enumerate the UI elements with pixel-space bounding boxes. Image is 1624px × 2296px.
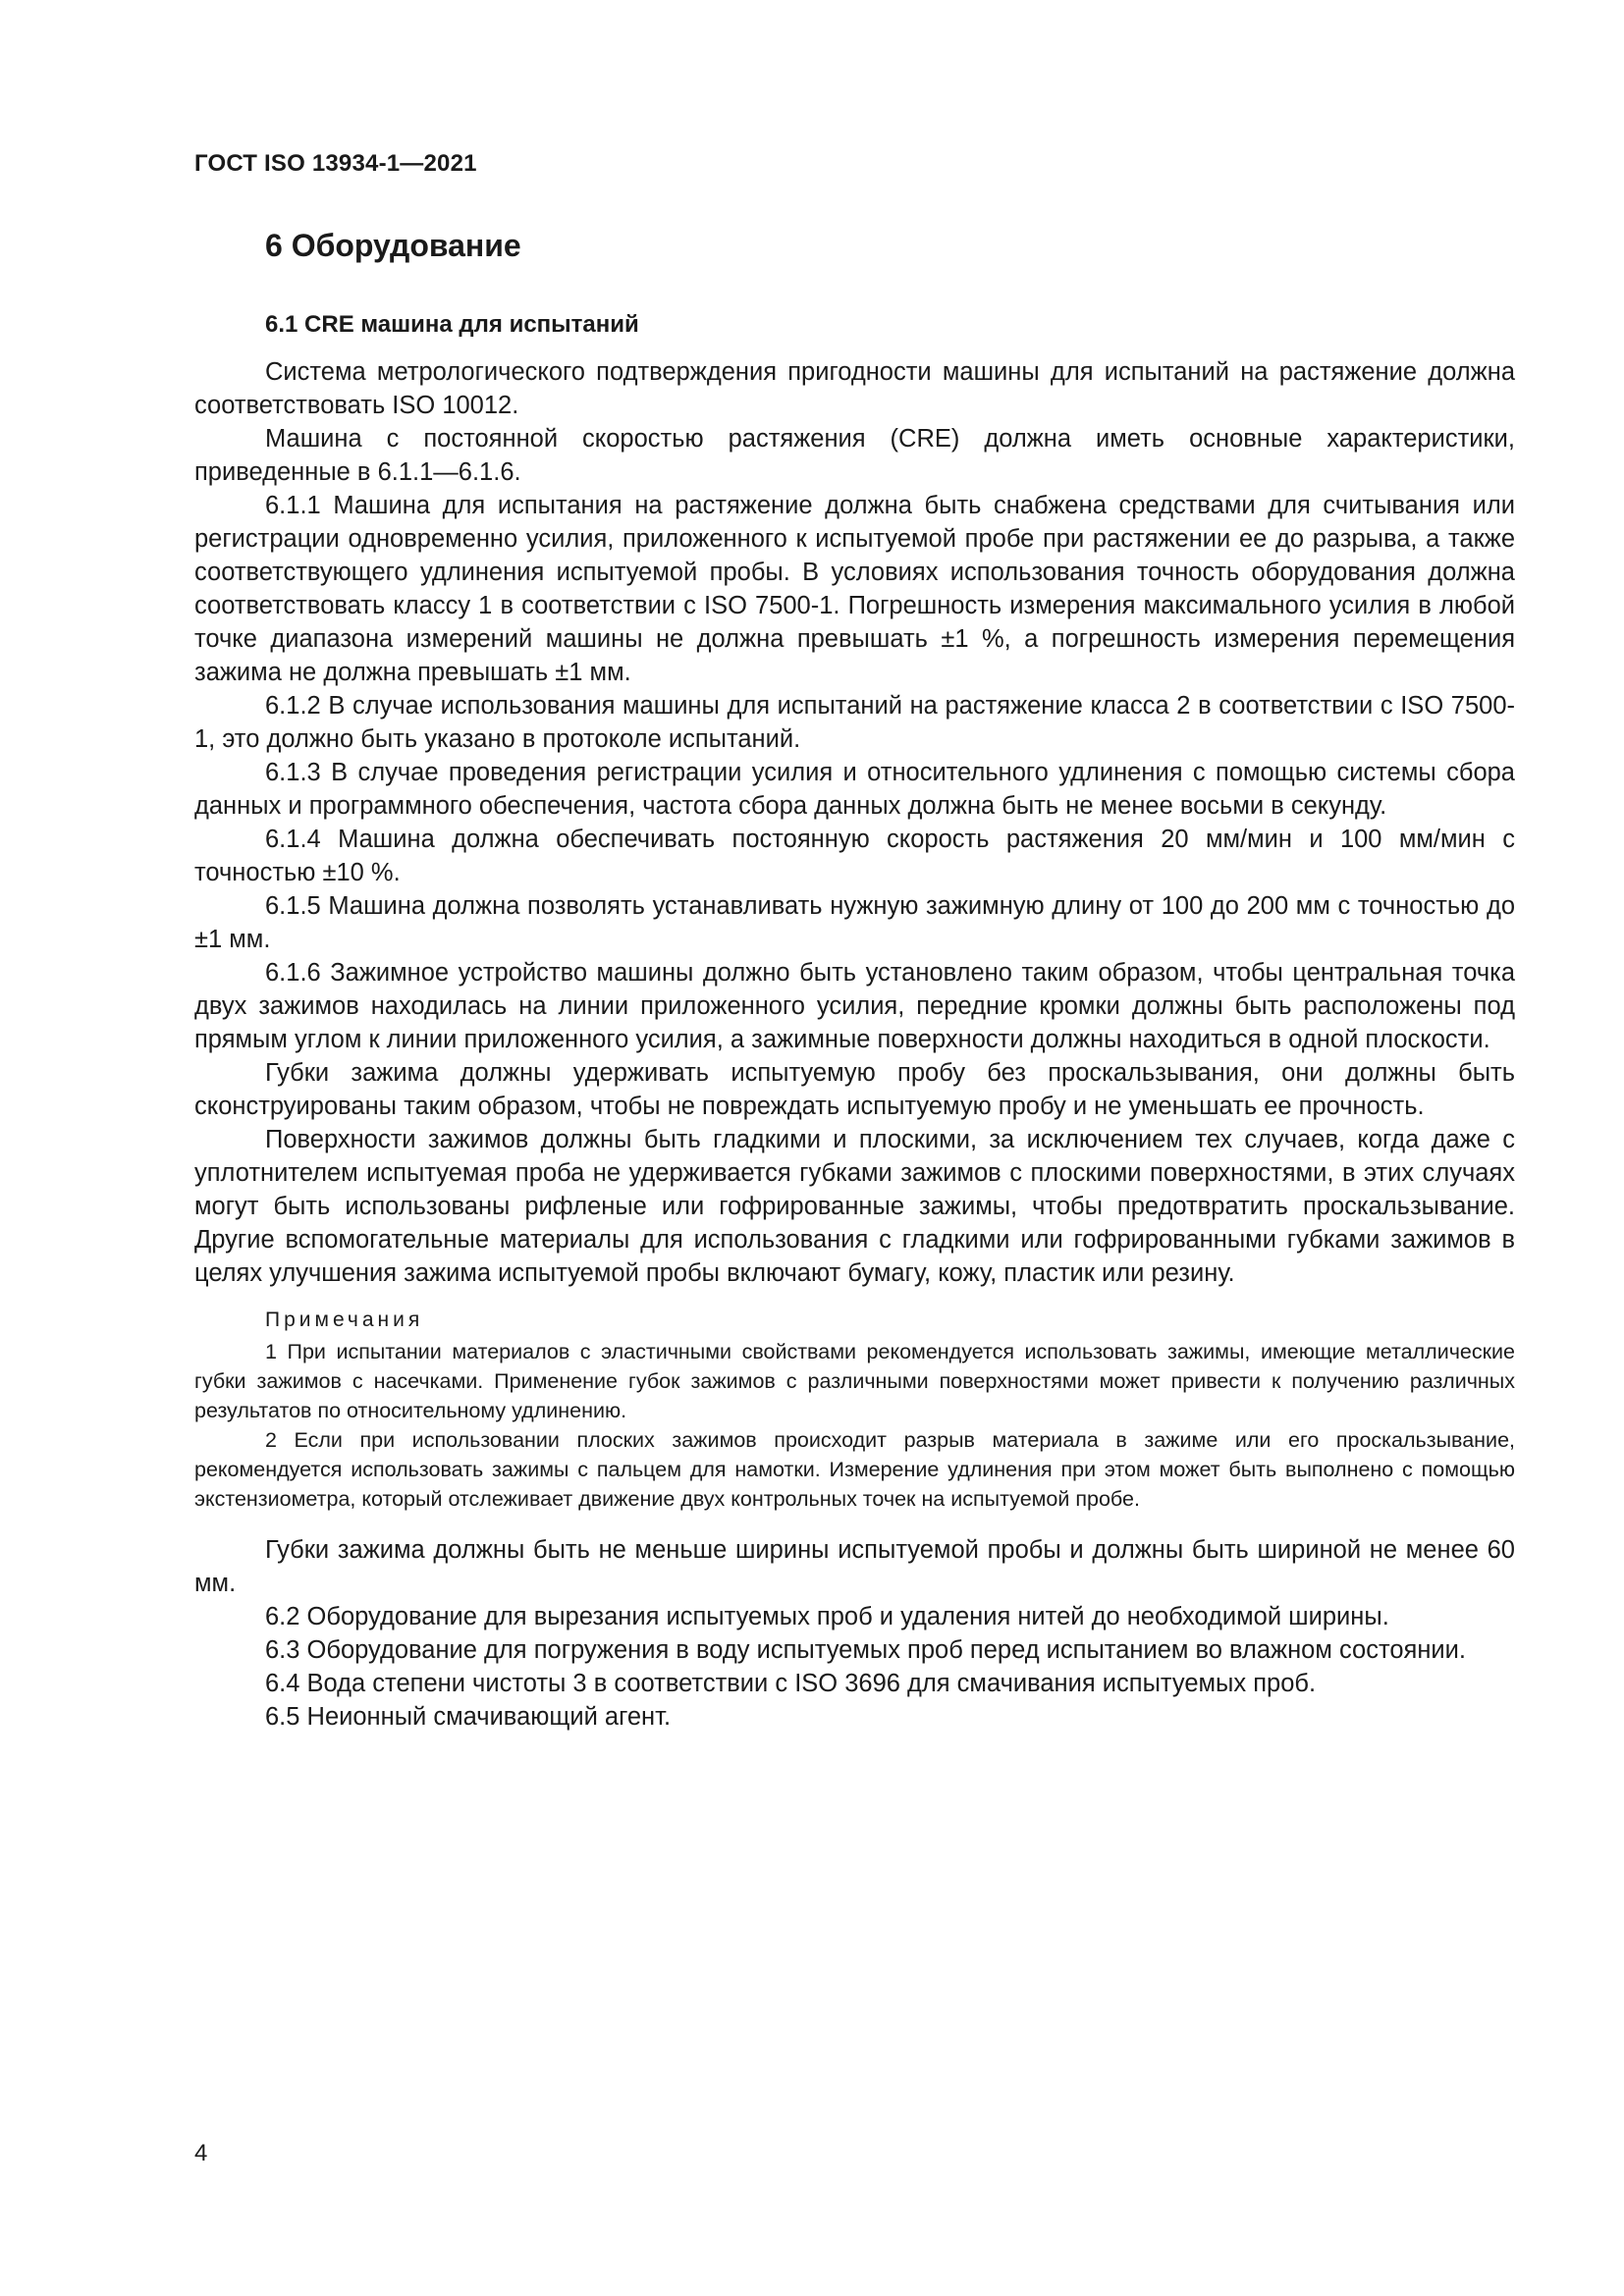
paragraph: Губки зажима должны удерживать испытуемую пробу без проскальзывания, они должны быть сконструированы таким образом, чтобы не повреждать испытуемую пробу и не уменьшать ее прочность. <box>194 1059 1515 1120</box>
paragraph: 6.1.5 Машина должна позволять устанавливать нужную зажимную длину от 100 до 200 мм с точностью до ±1 мм. <box>194 892 1515 953</box>
paragraph: 6.4 Вода степени чистоты 3 в соответствии с ISO 3696 для смачивания испытуемых проб. <box>265 1670 1317 1697</box>
paragraph: 6.1.3 В случае проведения регистрации усилия и относительного удлинения с помощью системы сбора данных и программного обеспечения, частота сбора данных должна быть не менее восьми в секунду. <box>194 759 1515 820</box>
notes-heading: Примечания <box>265 1308 424 1331</box>
paragraph: 6.1.6 Зажимное устройство машины должно быть установлено таким образом, чтобы центральная точка двух зажимов находилась на линии приложенного усилия, передние кромки должны быть расположены под прямым углом к линии приложенного усилия, а зажимные поверхности должны находиться в одной плоскости. <box>194 959 1515 1053</box>
paragraph: Система метрологического подтверждения пригодности машины для испытаний на растяжение должна соответствовать ISO 10012. <box>194 358 1515 419</box>
section-title: 6 Оборудование <box>265 228 521 263</box>
subsection-title: 6.1 CRE машина для испытаний <box>265 311 639 338</box>
paragraph: 6.3 Оборудование для погружения в воду испытуемых проб перед испытанием во влажном состоянии. <box>265 1636 1466 1664</box>
paragraph: 6.1.2 В случае использования машины для испытаний на растяжение класса 2 в соответствии с ISO 7500-1, это должно быть указано в протоколе испытаний. <box>194 692 1515 753</box>
paragraph: 6.1.1 Машина для испытания на растяжение должна быть снабжена средствами для считывания или регистрации одновременно усилия, приложенного к испытуемой пробе при растяжении ее до разрыва, а также соответствующего удлинения испытуемой пробы. В условиях использования точность оборудования должна соответствовать классу 1 в соответствии с ISO 7500-1. Погрешность измерения максимального усилия в любой точке диапазона измерений машины не должна превышать ±1 %, а погрешность измерения перемещения зажима не должна превышать ±1 мм. <box>194 492 1515 686</box>
paragraph: 6.5 Неионный смачивающий агент. <box>265 1703 672 1731</box>
document-header: ГОСТ ISO 13934-1—2021 <box>194 150 477 177</box>
paragraph: Машина с постоянной скоростью растяжения (CRE) должна иметь основные характеристики, приведенные в 6.1.1—6.1.6. <box>194 425 1515 486</box>
paragraph: 6.1.4 Машина должна обеспечивать постоянную скорость растяжения 20 мм/мин и 100 мм/мин с точностью ±10 %. <box>194 826 1515 886</box>
paragraph: Губки зажима должны быть не меньше ширины испытуемой пробы и должны быть шириной не менее 60 мм. <box>194 1536 1515 1597</box>
page-content <box>194 224 1515 1734</box>
page-number: 4 <box>194 2140 208 2166</box>
paragraph: Поверхности зажимов должны быть гладкими и плоскими, за исключением тех случаев, когда даже с уплотнителем испытуемая проба не удерживается губками зажимов с плоскими поверхностями, в этих случаях могут быть использованы рифленые или гофрированные зажимы, чтобы предотвратить проскальзывание. Другие вспомогательные материалы для использования с гладкими или гофрированными губками зажимов в целях улучшения зажима испытуемой пробы включают бумагу, кожу, пластик или резину. <box>194 1126 1515 1287</box>
closing-block <box>194 1533 1515 1734</box>
note: 1 При испытании материалов с эластичными свойствами рекомендуется использовать зажимы, имеющие металлические губки зажимов с насечками. Применение губок зажимов с различными поверхностями может привести к получению различных результатов по относительному удлинению. <box>194 1340 1515 1422</box>
note: 2 Если при использовании плоских зажимов происходит разрыв материала в зажиме или его проскальзывание, рекомендуется использовать зажимы с пальцем для намотки. Измерение удлинения при этом может быть выполнено с помощью экстензиометра, который отслеживает движение двух контрольных точек на испытуемой пробе. <box>194 1428 1515 1511</box>
paragraph: 6.2 Оборудование для вырезания испытуемых проб и удаления нитей до необходимой ширины. <box>265 1603 1389 1630</box>
